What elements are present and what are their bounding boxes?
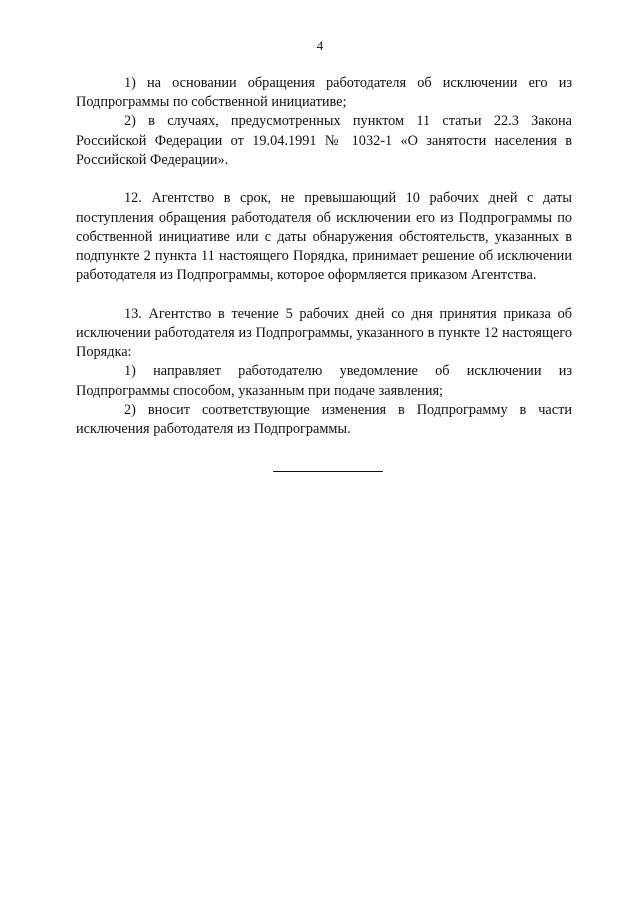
clause-13-subitem-2: 2) вносит соответствующие изменения в Подпрограмму в части исключения работодателя из Подпрограммы. <box>76 401 572 438</box>
clause-13: 13. Агентство в течение 5 рабочих дней со дня принятия приказа об исключении работодателя из Подпрограммы, указанного в пункте 12 настоящего Порядка: <box>76 305 572 361</box>
subitem-2-law-cases: 2) в случаях, предусмотренных пунктом 11 статьи 22.3 Закона Российской Федерации от 19.04.1991 № 1032-1 «О занятости населения в Российской Федерации». <box>76 113 572 168</box>
end-of-document-rule <box>273 471 383 472</box>
clause-12: 12. Агентство в срок, не превышающий 10 рабочих дней с даты поступления обращения работодателя об исключении его из Подпрограммы по собственной инициативе или с даты обнаружения обстоятельств, указанных в подпункте 2 пункта 11 настоящего Порядка, принимает решение об исключении работодателя из Подпрограммы, которое оформляется приказом Агентства. <box>76 190 572 284</box>
clause-13-subitem-1: 1) направляет работодателю уведомление об исключении из Подпрограммы способом, указанным при подаче заявления; <box>76 363 572 399</box>
document-body <box>76 74 572 439</box>
page-number: 4 <box>316 38 324 53</box>
subitem-1-employer-request: 1) на основании обращения работодателя об исключении его из Подпрограммы по собственной инициативе; <box>76 75 572 111</box>
